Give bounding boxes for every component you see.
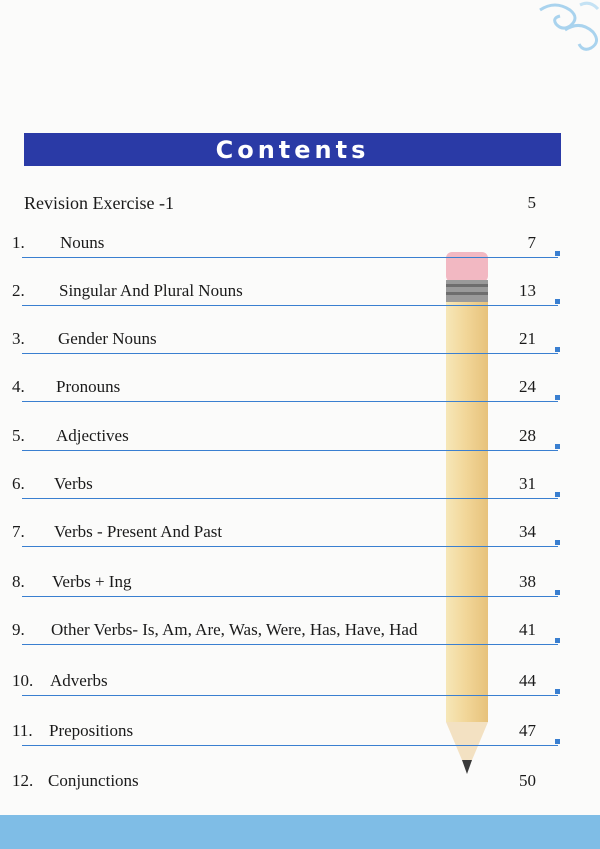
entry-number: 8. xyxy=(12,572,25,591)
separator-end-marker xyxy=(555,299,560,304)
separator-line xyxy=(22,257,558,258)
entry-number: 5. xyxy=(12,426,25,445)
list-item xyxy=(0,761,600,801)
entry-number: 12. xyxy=(12,771,34,790)
entry-page-number: 38 xyxy=(519,572,536,591)
entry-number: 10. xyxy=(12,671,34,690)
entry-label[interactable]: Other Verbs- Is, Am, Are, Was, Were, Has, Have, Had xyxy=(51,620,418,639)
entry-label[interactable]: Revision Exercise -1 xyxy=(24,193,174,213)
separator-line xyxy=(22,498,558,499)
entry-label[interactable]: Prepositions xyxy=(49,721,134,740)
entry-page-number: 47 xyxy=(519,721,536,740)
entry-page-number: 7 xyxy=(527,233,536,252)
list-item xyxy=(0,183,600,223)
separator-end-marker xyxy=(555,395,560,400)
entry-number: 9. xyxy=(12,620,25,639)
separator-end-marker xyxy=(555,444,560,449)
entry-page-number: 5 xyxy=(527,193,536,212)
separator-line xyxy=(22,644,558,645)
separator-line xyxy=(22,305,558,306)
entry-number: 3. xyxy=(12,329,25,348)
entry-page-number: 31 xyxy=(519,474,536,493)
entry-label[interactable]: Pronouns xyxy=(56,377,121,396)
separator-line xyxy=(22,596,558,597)
page-title: Contents xyxy=(215,135,370,164)
entry-page-number: 41 xyxy=(519,620,536,639)
separator-end-marker xyxy=(555,590,560,595)
entry-page-number: 28 xyxy=(519,426,536,445)
entry-page-number: 21 xyxy=(519,329,536,348)
entry-number: 1. xyxy=(12,233,25,252)
entry-label[interactable]: Verbs xyxy=(54,474,93,493)
entry-number: 4. xyxy=(12,377,25,396)
entry-number: 7. xyxy=(12,522,25,541)
entry-label[interactable]: Singular And Plural Nouns xyxy=(59,281,243,300)
entry-page-number: 13 xyxy=(519,281,536,300)
separator-line xyxy=(22,695,558,696)
entry-page-number: 34 xyxy=(519,522,536,541)
footer-bar xyxy=(0,815,600,849)
separator-end-marker xyxy=(555,251,560,256)
entry-number: 6. xyxy=(12,474,25,493)
entry-label[interactable]: Adverbs xyxy=(50,671,108,690)
separator-line xyxy=(22,401,558,402)
separator-end-marker xyxy=(555,638,560,643)
entry-label[interactable]: Nouns xyxy=(60,233,105,252)
separator-end-marker xyxy=(555,347,560,352)
decorative-swirl-icon xyxy=(520,0,600,60)
separator-line xyxy=(22,450,558,451)
separator-end-marker xyxy=(555,689,560,694)
entry-number: 2. xyxy=(12,281,25,300)
separator-end-marker xyxy=(555,492,560,497)
separator-line xyxy=(22,353,558,354)
separator-line xyxy=(22,745,558,746)
separator-end-marker xyxy=(555,739,560,744)
entry-label[interactable]: Gender Nouns xyxy=(58,329,157,348)
entry-page-number: 50 xyxy=(519,771,536,790)
entry-page-number: 24 xyxy=(519,377,536,396)
entry-label[interactable]: Conjunctions xyxy=(48,771,139,790)
separator-line xyxy=(22,546,558,547)
separator-end-marker xyxy=(555,540,560,545)
entry-number: 11. xyxy=(12,721,33,740)
entry-label[interactable]: Verbs + Ing xyxy=(52,572,132,591)
entry-label[interactable]: Verbs - Present And Past xyxy=(54,522,223,541)
entry-label[interactable]: Adjectives xyxy=(56,426,129,445)
entry-page-number: 44 xyxy=(519,671,536,690)
contents-banner xyxy=(24,133,561,166)
